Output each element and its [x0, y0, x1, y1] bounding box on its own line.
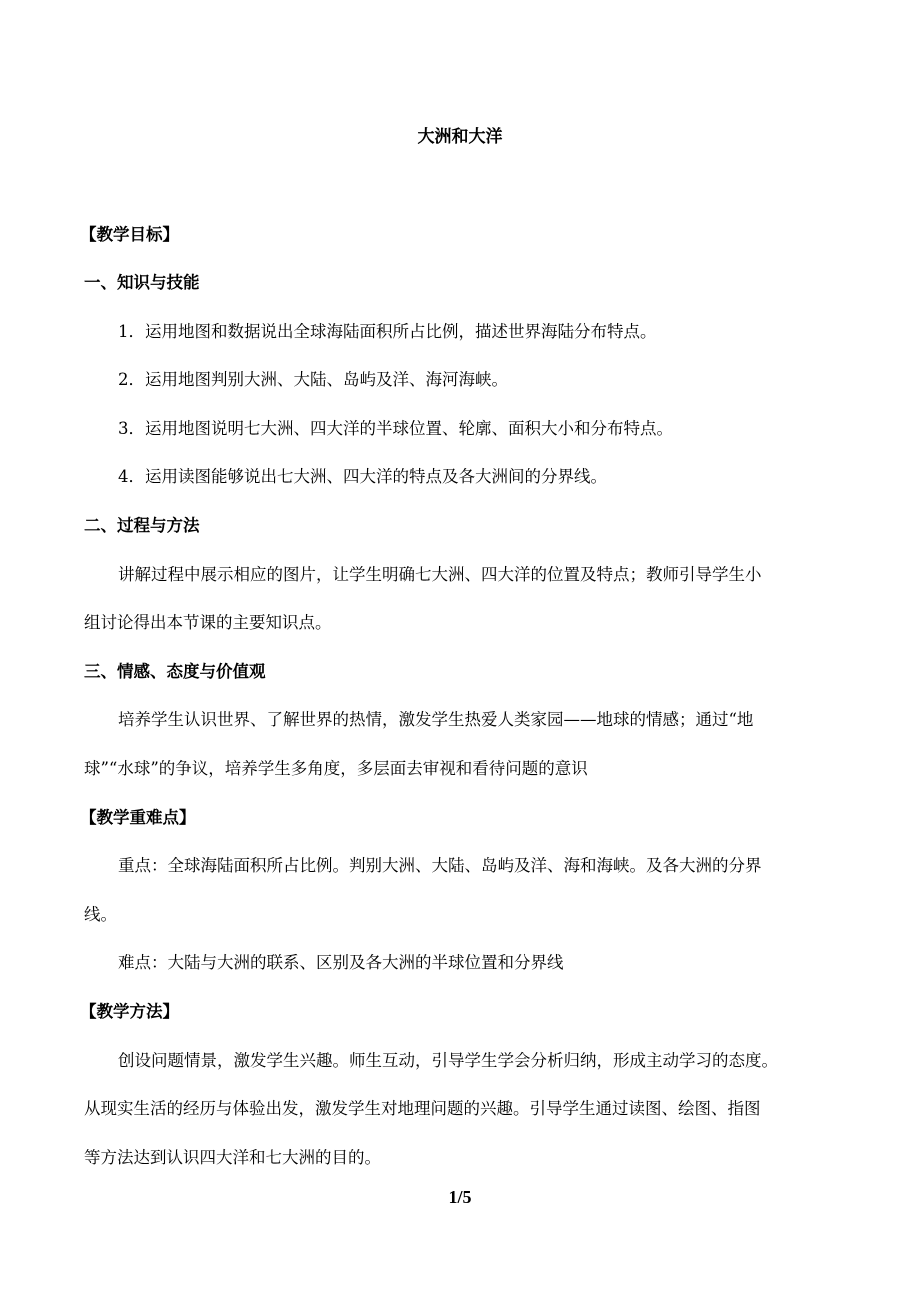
process-paragraph-line-1: 讲解过程中展示相应的图片，让学生明确七大洲、四大洋的位置及特点；教师引导学生小 — [118, 565, 762, 584]
document-title: 大洲和大洋 — [417, 127, 503, 147]
emotion-paragraph-line-1: 培养学生认识世界、了解世界的热情，激发学生热爱人类家园——地球的情感；通过“地 — [118, 710, 754, 729]
difficulty-line: 难点：大陆与大洲的联系、区别及各大洲的半球位置和分界线 — [118, 953, 564, 972]
methods-paragraph-line-3: 等方法达到认识四大洋和七大洲的目的。 — [84, 1148, 381, 1167]
methods-heading: 【教学方法】 — [80, 1002, 179, 1021]
knowledge-heading: 一、知识与技能 — [84, 273, 200, 292]
emotion-paragraph-line-2: 球”“水球”的争议，培养学生多角度，多层面去审视和看待问题的意识 — [84, 759, 588, 778]
methods-paragraph-line-1: 创设问题情景，激发学生兴趣。师生互动，引导学生学会分析归纳，形成主动学习的态度。 — [118, 1051, 778, 1070]
objectives-heading: 【教学目标】 — [80, 225, 179, 244]
page-number: 1/5 — [448, 1187, 472, 1207]
emotion-heading: 三、情感、态度与价值观 — [84, 662, 266, 681]
knowledge-item-4: 4．运用读图能够说出七大洲、四大洋的特点及各大洲间的分界线。 — [118, 467, 607, 486]
focus-line-2: 线。 — [84, 905, 117, 924]
knowledge-item-1: 1．运用地图和数据说出全球海陆面积所占比例，描述世界海陆分布特点。 — [118, 322, 657, 341]
knowledge-item-2: 2．运用地图判别大洲、大陆、岛屿及洋、海河海峡。 — [118, 370, 508, 389]
process-heading: 二、过程与方法 — [84, 516, 200, 535]
knowledge-item-3: 3．运用地图说明七大洲、四大洋的半球位置、轮廓、面积大小和分布特点。 — [118, 419, 673, 438]
methods-paragraph-line-2: 从现实生活的经历与体验出发，激发学生对地理问题的兴趣。引导学生通过读图、绘图、指图 — [84, 1099, 761, 1118]
focus-line-1: 重点：全球海陆面积所占比例。判别大洲、大陆、岛屿及洋、海和海峡。及各大洲的分界 — [118, 856, 762, 875]
process-paragraph-line-2: 组讨论得出本节课的主要知识点。 — [84, 613, 332, 632]
key-points-heading: 【教学重难点】 — [80, 808, 196, 827]
